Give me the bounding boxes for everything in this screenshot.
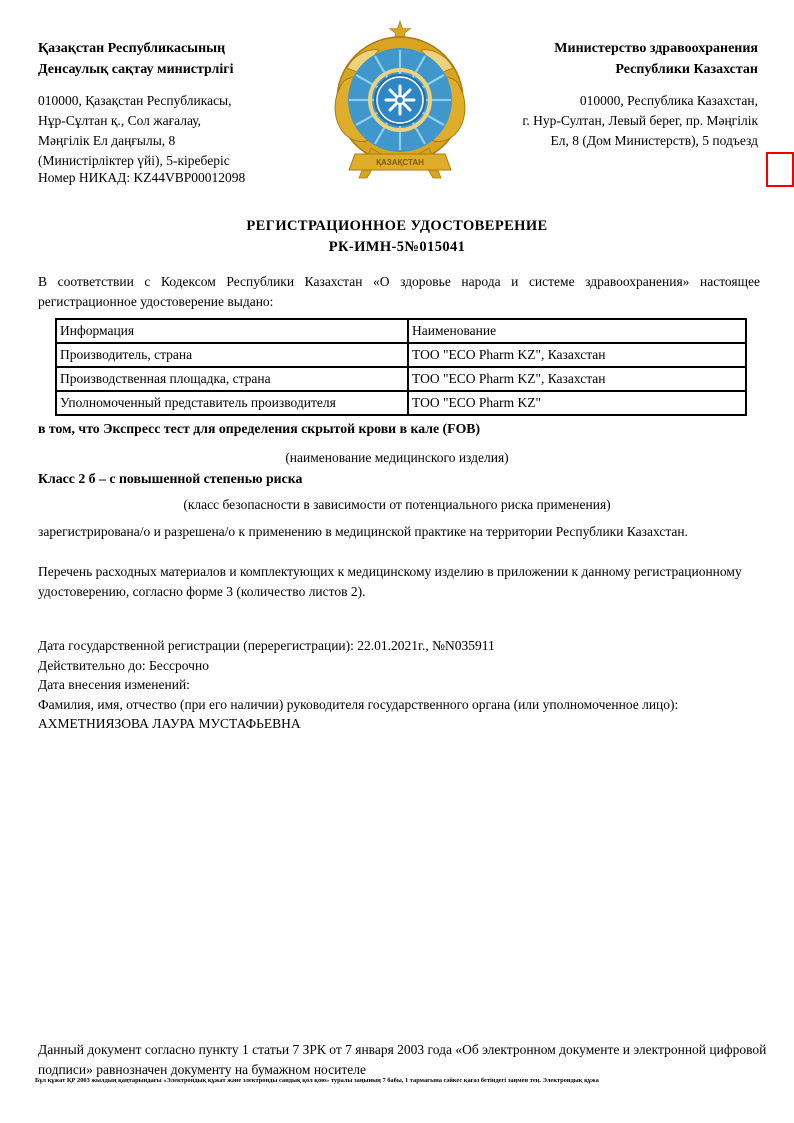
product-name-caption: (наименование медицинского изделия)	[285, 450, 509, 465]
ministry-name-ru-line1: Министерство здравоохранения	[554, 41, 758, 56]
row-value-authorized-representative: ТОО "ECO Pharm KZ"	[408, 391, 746, 415]
kazakhstan-coat-of-arms-icon	[333, 20, 467, 188]
document-number: РК-ИМН-5№015041	[328, 239, 466, 255]
nikad-number: Номер НИКАД: KZ44VBP00012098	[38, 170, 246, 185]
table-row	[56, 343, 746, 367]
ministry-name-kz-line1: Қазақстан Республикасының	[38, 41, 226, 56]
ministry-name-ru-line2: Республики Казахстан	[615, 62, 758, 77]
risk-class: Класс 2 б – с повышенной степенью риска	[38, 471, 303, 486]
red-annotation-box	[766, 152, 794, 187]
ministry-header-russian	[458, 38, 758, 151]
address-ru-line3: Ел, 8 (Дом Министерств), 5 подъезд	[550, 133, 758, 148]
row-label-manufacturer: Производитель, страна	[56, 343, 408, 367]
row-value-production-site: ТОО "ECO Pharm KZ", Казахстан	[408, 367, 746, 391]
address-kz-line2: Нұр-Сұлтан қ., Сол жағалау,	[38, 113, 202, 128]
ministry-header-kazakh	[38, 38, 308, 171]
address-ru-line1: 010000, Республика Казахстан,	[579, 93, 758, 108]
col-header-information: Информация	[56, 319, 408, 343]
registered-statement: зарегистрирована/о и разрешена/о к применению в медицинской практике на территории Республики Казахстан.	[38, 524, 688, 539]
row-label-production-site: Производственная площадка, страна	[56, 367, 408, 391]
ministry-name-kz-line2: Денсаулық сақтау министрлігі	[38, 62, 234, 77]
product-statement: в том, что Экспресс тест для определения скрытой крови в кале (FOB)	[38, 421, 481, 436]
head-official-line: Фамилия, имя, отчество (при его наличии) руководителя государственного органа (или уполномоченное лицо): АХМЕТНИЯЗОВА ЛАУРА МУСТАФЬЕВНА	[38, 696, 679, 731]
registration-date-line: Дата государственной регистрации (перерегистрации): 22.01.2021г., №N035911	[38, 638, 495, 653]
valid-until-line: Действительно до: Бессрочно	[38, 657, 209, 673]
risk-class-caption: (класс безопасности в зависимости от потенциального риска применения)	[183, 497, 611, 512]
address-kz-line4: (Министірліктер үйі), 5-кіреберіс	[38, 153, 230, 168]
annex-statement: Перечень расходных материалов и комплектующих к медицинскому изделию в приложении к данному регистрационному удостоверению, согласно форме 3 (количество листов 2).	[38, 564, 742, 599]
table-row	[56, 367, 746, 391]
address-kz-line1: 010000, Қазақстан Республикасы,	[38, 93, 232, 108]
registration-details	[38, 636, 744, 734]
intro-paragraph: В соответствии с Кодексом Республики Казахстан «О здоровье народа и системе здравоохранения» настоящее регистрационное удостоверение выдано:	[38, 274, 760, 309]
manufacturer-info-table	[55, 318, 747, 416]
row-value-manufacturer: ТОО "ECO Pharm KZ", Казахстан	[408, 343, 746, 367]
amendment-date-line: Дата внесения изменений:	[38, 677, 190, 692]
address-kz-line3: Мәңгілік Ел даңғылы, 8	[38, 133, 176, 148]
table-row	[56, 391, 746, 415]
address-ru-line2: г. Нур-Султан, Левый берег, пр. Мәңгілік	[522, 113, 758, 128]
document-title-line1: РЕГИСТРАЦИОННОЕ УДОСТОВЕРЕНИЕ	[246, 218, 548, 234]
table-header-row	[56, 319, 746, 343]
legal-note-kazakh: Бұл құжат ҚР 2003 жылдың қаңтарындағы «Электрондық құжат және электронды сандық қол қою» туралы заңының 7 бабы, 1 тармағына сәйкес қағаз бетіндегі заңмен тең. Электрондық құжа	[35, 1077, 599, 1084]
legal-note-russian: Данный документ согласно пункту 1 статьи 7 ЗРК от 7 января 2003 года «Об электронном документе и электронной цифровой подписи» равнозначен документу на бумажном носителе	[38, 1042, 767, 1077]
col-header-name: Наименование	[408, 319, 746, 343]
row-label-authorized-representative: Уполномоченный представитель производителя	[56, 391, 408, 415]
emblem-banner-text: ҚАЗАҚСТАН	[376, 158, 424, 167]
document-title	[0, 216, 794, 258]
